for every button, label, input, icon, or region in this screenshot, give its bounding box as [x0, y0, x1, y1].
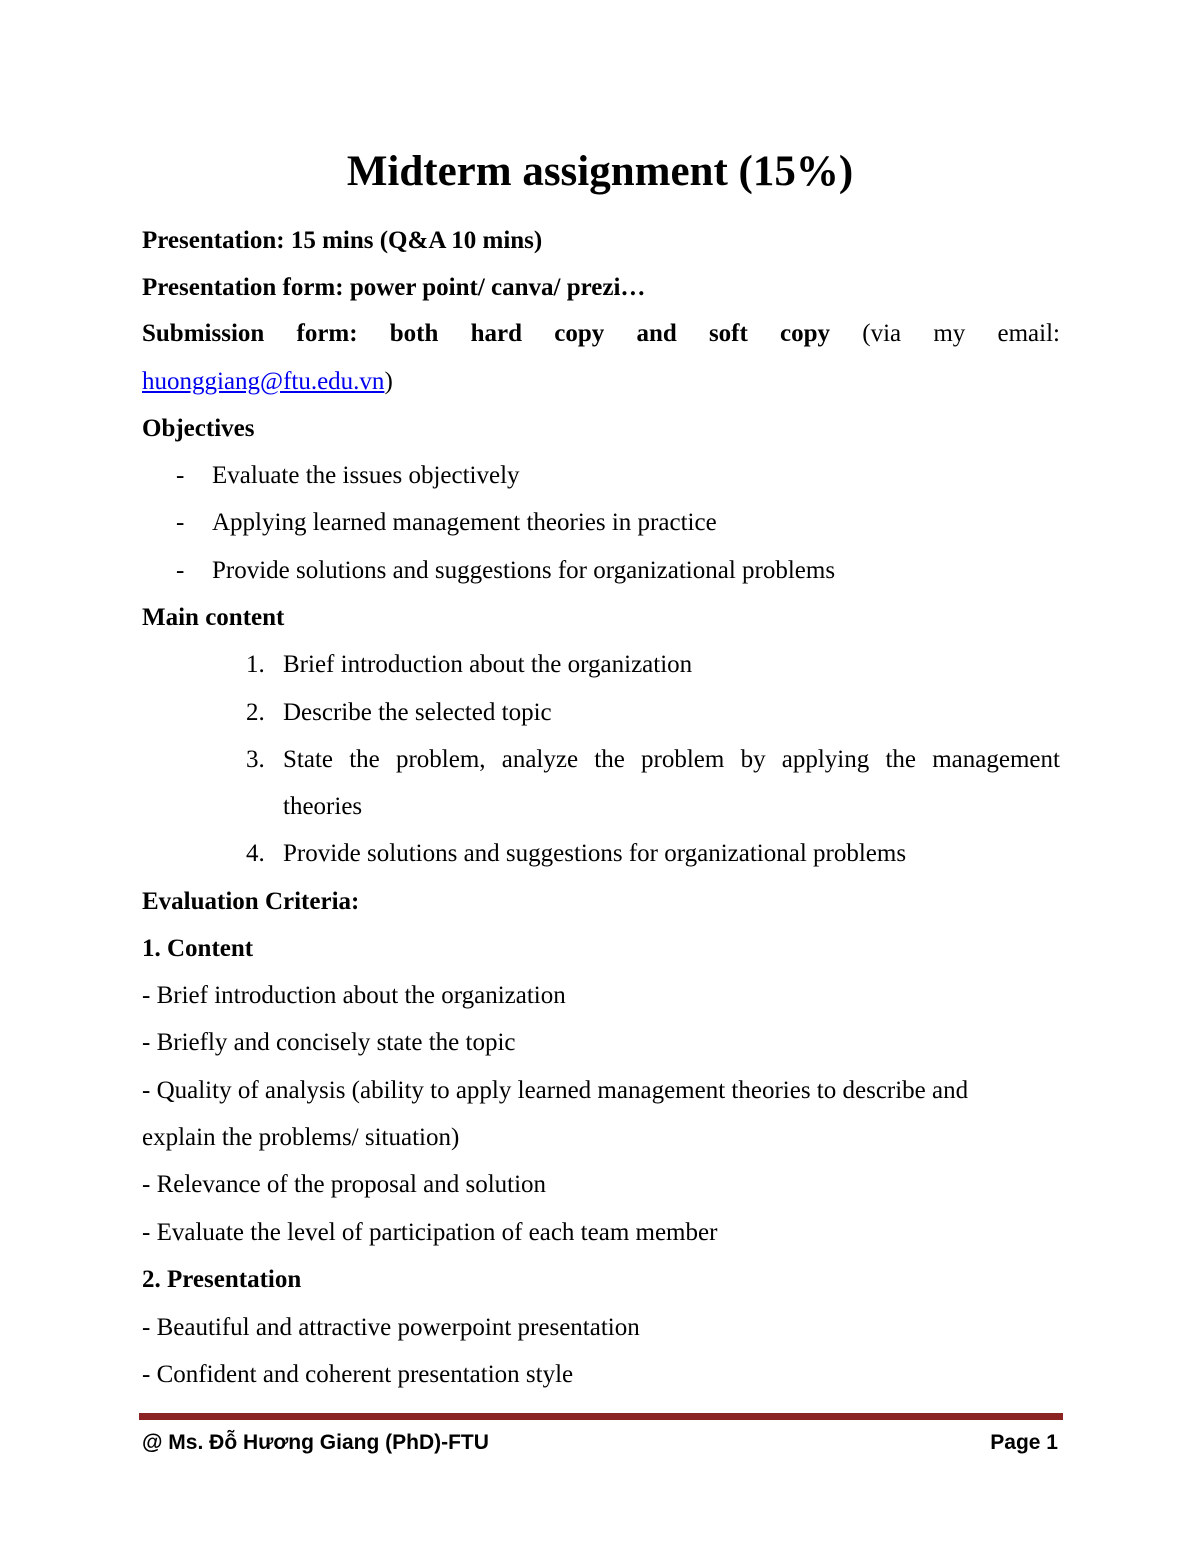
objective-item: Evaluate the issues objectively: [212, 462, 520, 489]
item-word: by: [740, 746, 766, 773]
item-word: the: [349, 746, 380, 773]
main-content-item: Provide solutions and suggestions for organizational problems: [283, 840, 907, 867]
submission-word: my: [933, 320, 966, 347]
bullet-dash: -: [176, 462, 185, 489]
page-number: Page 1: [990, 1431, 1058, 1454]
submission-word: copy: [554, 320, 605, 347]
submission-word: both: [389, 320, 439, 347]
criteria-item: - Confident and coherent presentation style: [142, 1361, 574, 1388]
presentation-subheading: 2. Presentation: [142, 1266, 302, 1293]
item-word: analyze: [501, 746, 579, 773]
criteria-item: - Evaluate the level of participation of each team member: [142, 1219, 718, 1246]
main-content-item: Brief introduction about the organization: [283, 651, 693, 678]
criteria-item: - Quality of analysis (ability to apply learned management theories to describe and: [142, 1077, 969, 1104]
submission-word: copy: [780, 320, 831, 347]
criteria-item: - Beautiful and attractive powerpoint presentation: [142, 1314, 640, 1341]
item-word: management: [932, 746, 1060, 773]
bullet-dash: -: [176, 557, 185, 584]
footer-rule: [139, 1413, 1063, 1420]
email-line: [142, 366, 1060, 398]
main-content-item: [283, 744, 1060, 776]
footer-author: @ Ms. Đỗ Hương Giang (PhD)-FTU: [142, 1431, 489, 1454]
objective-item: Applying learned management theories in practice: [212, 509, 717, 536]
item-word: the: [885, 746, 917, 773]
criteria-item: - Brief introduction about the organization: [142, 982, 566, 1009]
submission-word: Submission: [142, 320, 265, 347]
list-number: 1.: [246, 651, 265, 678]
objectives-heading: Objectives: [142, 415, 255, 442]
list-number: 3.: [246, 746, 265, 773]
email-closing: ): [384, 368, 393, 395]
submission-form-line: [142, 318, 1060, 350]
page-title: Midterm assignment (15%): [346, 148, 854, 195]
evaluation-heading: Evaluation Criteria:: [142, 888, 360, 915]
submission-word: email:: [997, 320, 1060, 347]
main-content-heading: Main content: [142, 604, 285, 631]
item-word: problem,: [395, 746, 486, 773]
main-content-item-continuation: theories: [283, 793, 363, 820]
presentation-form: Presentation form: power point/ canva/ prezi…: [142, 274, 646, 301]
criteria-item: - Briefly and concisely state the topic: [142, 1029, 516, 1056]
content-subheading: 1. Content: [142, 935, 254, 962]
submission-word: hard: [470, 320, 523, 347]
item-word: applying: [781, 746, 870, 773]
submission-word: form:: [296, 320, 358, 347]
email-link[interactable]: huonggiang@ftu.edu.vn: [142, 368, 385, 395]
criteria-item: - Relevance of the proposal and solution: [142, 1171, 547, 1198]
criteria-item: explain the problems/ situation): [142, 1124, 460, 1151]
objective-item: Provide solutions and suggestions for organizational problems: [212, 557, 836, 584]
submission-word: soft: [708, 320, 748, 347]
item-word: problem: [641, 746, 725, 773]
list-number: 2.: [246, 699, 265, 726]
item-word: State: [283, 746, 333, 773]
bullet-dash: -: [176, 509, 185, 536]
submission-word: and: [636, 320, 677, 347]
presentation-duration: Presentation: 15 mins (Q&A 10 mins): [142, 227, 543, 254]
main-content-item: Describe the selected topic: [283, 699, 552, 726]
item-word: the: [594, 746, 625, 773]
submission-word: (via: [862, 320, 902, 347]
list-number: 4.: [246, 840, 265, 867]
